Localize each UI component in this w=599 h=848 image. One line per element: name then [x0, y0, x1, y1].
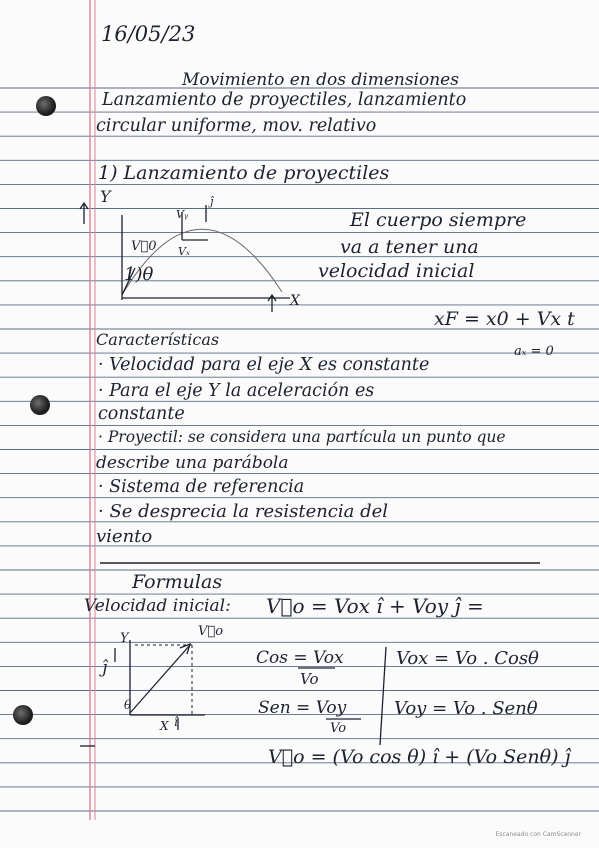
formulas-heading: Formulas — [132, 571, 223, 593]
diagram-y-label: Y — [100, 187, 111, 206]
diagram-v0-label: V⃗0 — [131, 239, 157, 254]
sen-denominator: Vo — [330, 721, 347, 736]
characteristic-item: · Sistema de referencia — [98, 477, 305, 497]
diagram-x-label: X — [290, 293, 300, 309]
topics-line-1: Lanzamiento de proyectiles, lanzamiento — [102, 90, 467, 110]
formula-diagram-i: î — [174, 715, 178, 729]
formula-divider — [380, 647, 386, 745]
initial-velocity-equation: V⃗o = Vox î + Voy ĵ = — [266, 594, 484, 618]
side-note-line-1: El cuerpo siempre — [350, 209, 527, 231]
characteristic-item: · Proyectil: se considera una partícula un punto que — [98, 428, 506, 446]
sen-definition: Sen = Voy — [258, 698, 347, 718]
characteristic-item: describe una parábola — [96, 453, 289, 473]
fv0-vector — [130, 645, 190, 713]
characteristic-item: · Para el eje Y la aceleración es — [98, 381, 375, 401]
voy-formula: Voy = Vo . Senθ — [394, 698, 538, 719]
diagram-j-small-label: ĵ — [210, 195, 214, 208]
position-equation: xF = x0 + Vx t — [434, 308, 575, 330]
characteristic-item: constante — [98, 404, 185, 424]
final-velocity-equation: V⃗o = (Vo cos θ) î + (Vo Senθ) ĵ — [268, 746, 571, 768]
characteristic-item: · Velocidad para el eje X es constante — [98, 355, 430, 375]
characteristic-item: · Se desprecia la resistencia del — [98, 501, 389, 522]
cos-definition: Cos = Vox — [256, 648, 344, 668]
binder-hole-middle — [30, 395, 50, 415]
diagram-theta-label: 1)θ — [124, 264, 154, 285]
characteristic-item: viento — [96, 526, 153, 547]
binder-hole-top — [36, 96, 56, 116]
page-title: Movimiento en dos dimensiones — [182, 70, 459, 90]
ax-note: aₓ = 0 — [514, 344, 554, 359]
diagram-vx-label: Vₓ — [178, 245, 190, 258]
vox-formula: Vox = Vo . Cosθ — [396, 648, 539, 669]
formula-diagram-y: Y — [120, 631, 129, 646]
topics-line-2: circular uniforme, mov. relativo — [96, 116, 377, 136]
cos-denominator: Vo — [300, 670, 319, 688]
side-note-line-3: velocidad inicial — [318, 260, 475, 282]
formula-diagram-j: ĵ — [102, 658, 108, 678]
side-note-line-2: va a tener una — [340, 236, 479, 258]
note-date: 16/05/23 — [101, 22, 196, 46]
formula-diagram-theta: θ — [124, 698, 132, 712]
section1-heading: 1) Lanzamiento de proyectiles — [98, 162, 390, 184]
characteristics-heading: Características — [96, 330, 220, 349]
formula-diagram-x: X — [160, 719, 169, 733]
formula-diagram-v0: V⃗o — [198, 624, 224, 639]
initial-velocity-label: Velocidad inicial: — [84, 596, 231, 616]
scanner-footer: Escaneado con CamScanner — [495, 831, 581, 838]
binder-hole-bottom — [13, 705, 33, 725]
diagram-vy-label: Vᵧ — [176, 208, 189, 221]
